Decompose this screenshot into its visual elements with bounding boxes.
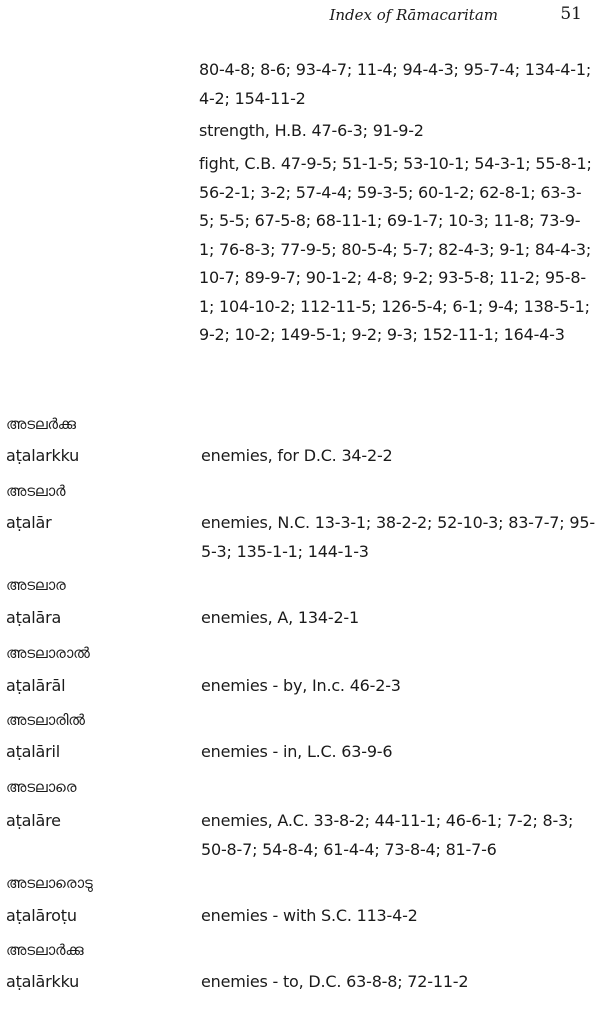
headword-malayalam: അടലാരാൽ (6, 644, 90, 662)
continued-locations: 80-4-8; 8-6; 93-4-7; 11-4; 94-4-3; 95-7-4; 134-4-1; 4-2; 154-11-2 (199, 60, 592, 108)
headword-malayalam: അടലർക്കു (6, 415, 76, 433)
headword-malayalam: അടലാർ (6, 482, 66, 500)
headword-transliteration: aṭalārāl (6, 676, 66, 695)
page-number: 51 (560, 4, 582, 24)
entry-definition: enemies - to, D.C. 63-8-8; 72-11-2 (201, 972, 469, 991)
entry-definition: enemies, for D.C. 34-2-2 (201, 446, 393, 465)
headword-transliteration: aṭalāroṭu (6, 906, 77, 925)
running-head-title: Index of Rāmacaritam (329, 6, 498, 24)
headword-malayalam: അടലാരെ (6, 778, 77, 796)
entry-definition: enemies, A.C. 33-8-2; 44-11-1; 46-6-1; 7-2; 8-3; 50-8-7; 54-8-4; 61-4-4; 73-8-4; 81-7-6 (201, 811, 574, 859)
continued-sense-fight: fight, C.B. 47-9-5; 51-1-5; 53-10-1; 54-3-1; 55-8-1; 56-2-1; 3-2; 57-4-4; 59-3-5; 60-1-2; 62-8-1; 63-3-5; 5-5; 67-5-8; 68-11-1; 69-1-7; 10-3; 11-8; 73-9-1; 76-8-3; 77-9-5; 80-5-4; 5-7; 82-4-3; 9-1; 84-4-3; 10-7; 89-9-7; 90-1-2; 4-8; 9-2; 93-5-8; 11-2; 95-8-1; 104-10-2; 112-11-5; 126-5-4; 6-1; 9-4; 138-5-1; 9-2; 10-2; 149-5-1; 9-2; 9-3; 152-11-1; 164-4-3 (199, 154, 592, 344)
headword-malayalam: അടലാരൊടു (6, 874, 93, 892)
entry-definition: enemies - with S.C. 113-4-2 (201, 906, 418, 925)
headword-transliteration: aṭalāre (6, 811, 61, 830)
headword-malayalam: അടലാരിൽ (6, 711, 85, 729)
headword-malayalam: അടലാർക്കു (6, 941, 84, 959)
headword-malayalam: അടലാര (6, 576, 66, 594)
headword-transliteration: aṭalarkku (6, 446, 80, 465)
entry-definition: enemies, N.C. 13-3-1; 38-2-2; 52-10-3; 83-7-7; 95-5-3; 135-1-1; 144-1-3 (201, 513, 595, 561)
entry-definition: enemies, A, 134-2-1 (201, 608, 359, 627)
continued-sense-strength: strength, H.B. 47-6-3; 91-9-2 (199, 121, 424, 140)
headword-transliteration: aṭalāra (6, 608, 62, 627)
headword-transliteration: aṭalār (6, 513, 52, 532)
entry-definition: enemies - in, L.C. 63-9-6 (201, 742, 393, 761)
entry-definition: enemies - by, In.c. 46-2-3 (201, 676, 401, 695)
headword-transliteration: aṭalāril (6, 742, 61, 761)
running-head (0, 6, 600, 30)
headword-transliteration: aṭalārkku (6, 972, 80, 991)
